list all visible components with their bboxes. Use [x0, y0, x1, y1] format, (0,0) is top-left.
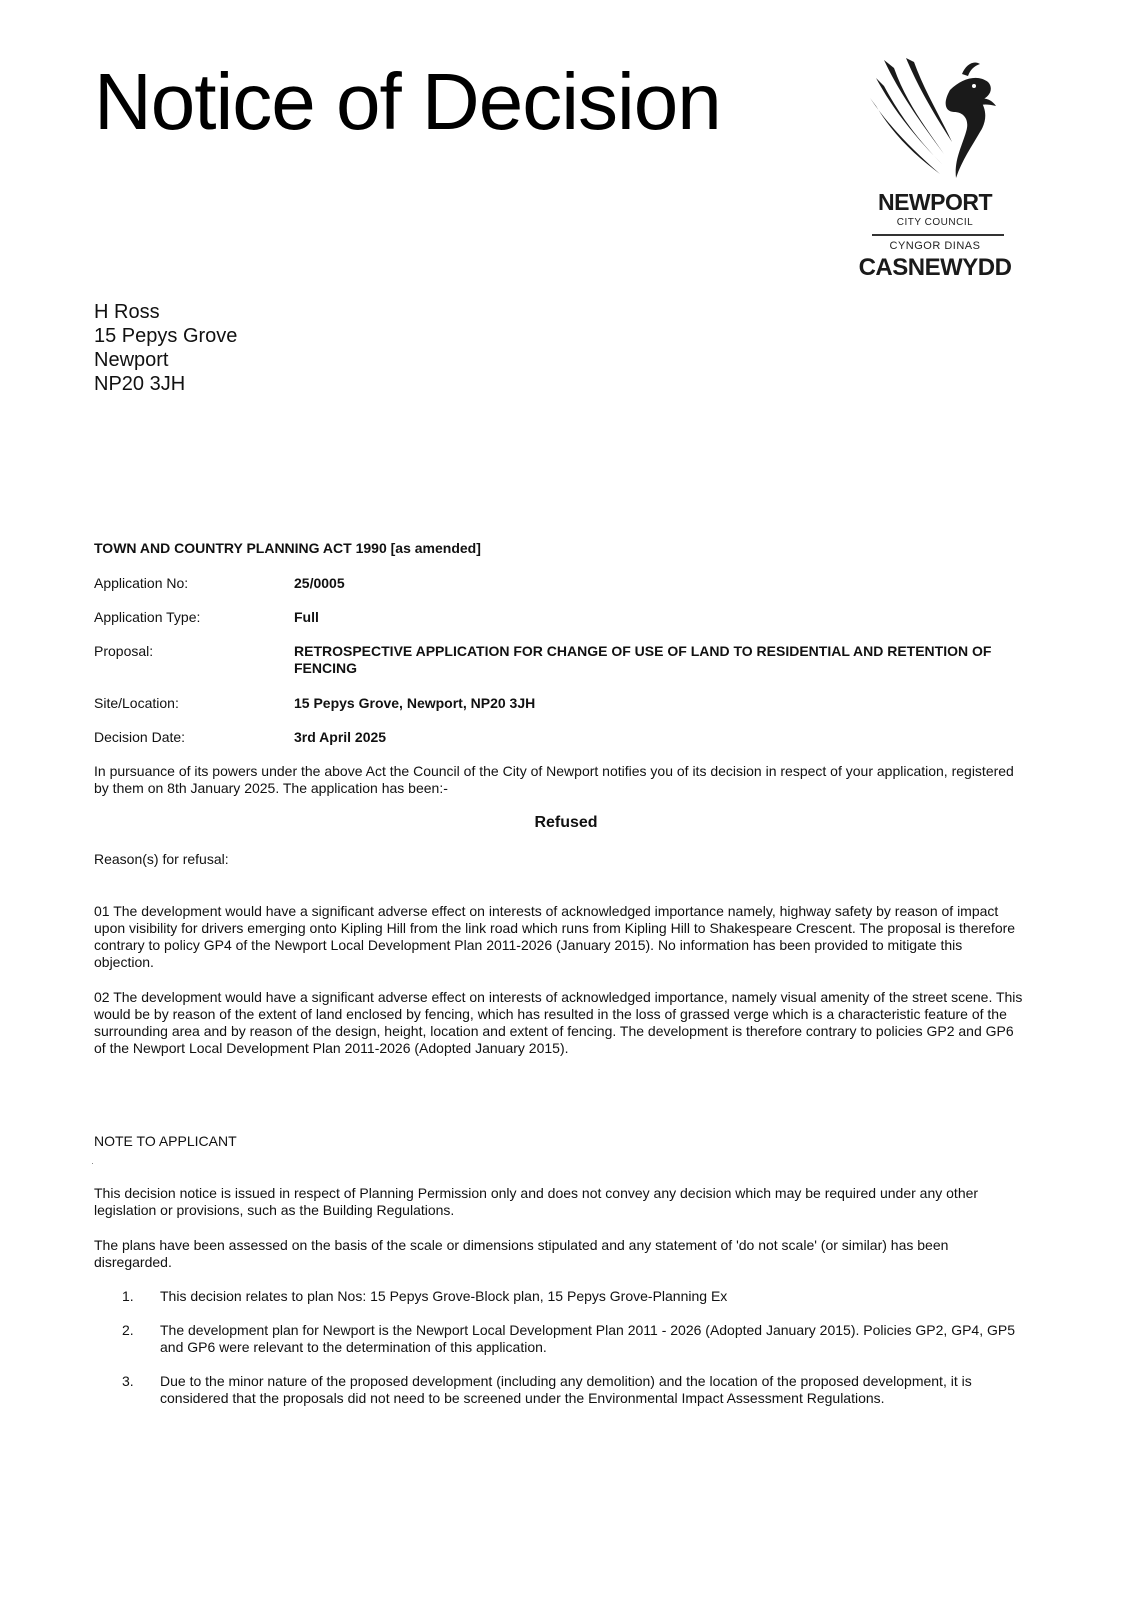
address-postcode: NP20 3JH	[94, 373, 186, 395]
logo-divider	[872, 234, 1004, 236]
list-item	[94, 1373, 1024, 1407]
field-label: Decision Date:	[94, 729, 186, 745]
field-label: Application No:	[94, 575, 189, 591]
reason-paragraph: 02 The development would have a significant adverse effect on interests of acknowledged importance, namely visual amenity of the street scene. This would be by reason of the extent of land enclosed by fencing, which has resulted in the loss of grassed verge which is a characteristic feature of the surrounding area and by reason of the design, height, location and extent of fencing. The development is therefore contrary to policies GP2 and GP6 of the Newport Local Development Plan 2011-2026 (Adopted January 2015).	[94, 989, 1023, 1056]
field-label: Application Type:	[94, 609, 201, 625]
intro-paragraph: In pursuance of its powers under the above Act the Council of the City of Newport notifies you of its decision in respect of your application, registered by them on 8th January 2025. The application has been:-	[94, 763, 1014, 796]
reasons-heading: Reason(s) for refusal:	[94, 851, 229, 867]
field-value: 15 Pepys Grove, Newport, NP20 3JH	[294, 695, 536, 711]
dragon-emblem-icon	[866, 56, 1006, 184]
field-value: RETROSPECTIVE APPLICATION FOR CHANGE OF USE OF LAND TO RESIDENTIAL AND RETENTION OF FENCING	[294, 643, 992, 676]
list-text: This decision relates to plan Nos: 15 Pepys Grove-Block plan, 15 Pepys Grove-Planning Ex	[160, 1288, 728, 1304]
field-value: 3rd April 2025	[294, 729, 387, 745]
reason-paragraph: 01 The development would have a significant adverse effect on interests of acknowledged importance namely, highway safety by reason of impact upon visibility for drivers emerging onto Kipling Hill from the link road which runs from Kipling Hill to Shakespeare Crescent. The proposal is therefore contrary to policy GP4 of the Newport Local Development Plan 2011-2026 (January 2015). No information has been provided to mitigate this objection.	[94, 903, 1016, 970]
address-name: H Ross	[94, 301, 160, 323]
list-text: Due to the minor nature of the proposed development (including any demolition) and the location of the proposed development, it is considered that the proposals did not need to be screened under the Environmental Impact Assessment Regulations.	[160, 1373, 972, 1406]
list-text: The development plan for Newport is the Newport Local Development Plan 2011 - 2026 (Adopted January 2015). Policies GP2, GP4, GP5 and GP6 were relevant to the determination of this application.	[160, 1322, 1015, 1355]
field-label: Proposal:	[94, 643, 154, 659]
list-item	[94, 1288, 1024, 1305]
address-town: Newport	[94, 349, 169, 371]
note-heading: NOTE TO APPLICANT	[94, 1133, 237, 1149]
field-value: Full	[294, 609, 319, 625]
logo-line-newport: NEWPORT	[877, 189, 993, 215]
page-title: Notice of Decision	[94, 57, 721, 146]
stray-mark	[92, 1163, 93, 1164]
note-paragraph: This decision notice is issued in respect of Planning Permission only and does not convey any decision which may be required under any other legislation or provisions, such as the Building Regulations.	[94, 1185, 979, 1218]
list-number: 1.	[122, 1288, 134, 1304]
logo-line-cyngor-dinas: CYNGOR DINAS	[889, 240, 981, 252]
numbered-notes	[94, 1288, 1024, 1407]
recipient-address	[94, 300, 237, 396]
decision-outcome: Refused	[534, 814, 598, 831]
logo-line-casnewydd: CASNEWYDD	[858, 254, 1012, 281]
list-item	[94, 1322, 1024, 1356]
list-number: 3.	[122, 1373, 134, 1389]
note-paragraph: The plans have been assessed on the basis of the scale or dimensions stipulated and any statement of 'do not scale' (or similar) has been disregarded.	[94, 1237, 949, 1270]
logo-line-city-council: CITY COUNCIL	[896, 217, 974, 228]
council-logo	[846, 56, 1026, 282]
address-street: 15 Pepys Grove	[94, 325, 238, 347]
list-number: 2.	[122, 1322, 134, 1338]
act-heading: TOWN AND COUNTRY PLANNING ACT 1990 [as amended]	[94, 540, 481, 556]
field-value: 25/0005	[294, 575, 345, 591]
field-label: Site/Location:	[94, 695, 179, 711]
